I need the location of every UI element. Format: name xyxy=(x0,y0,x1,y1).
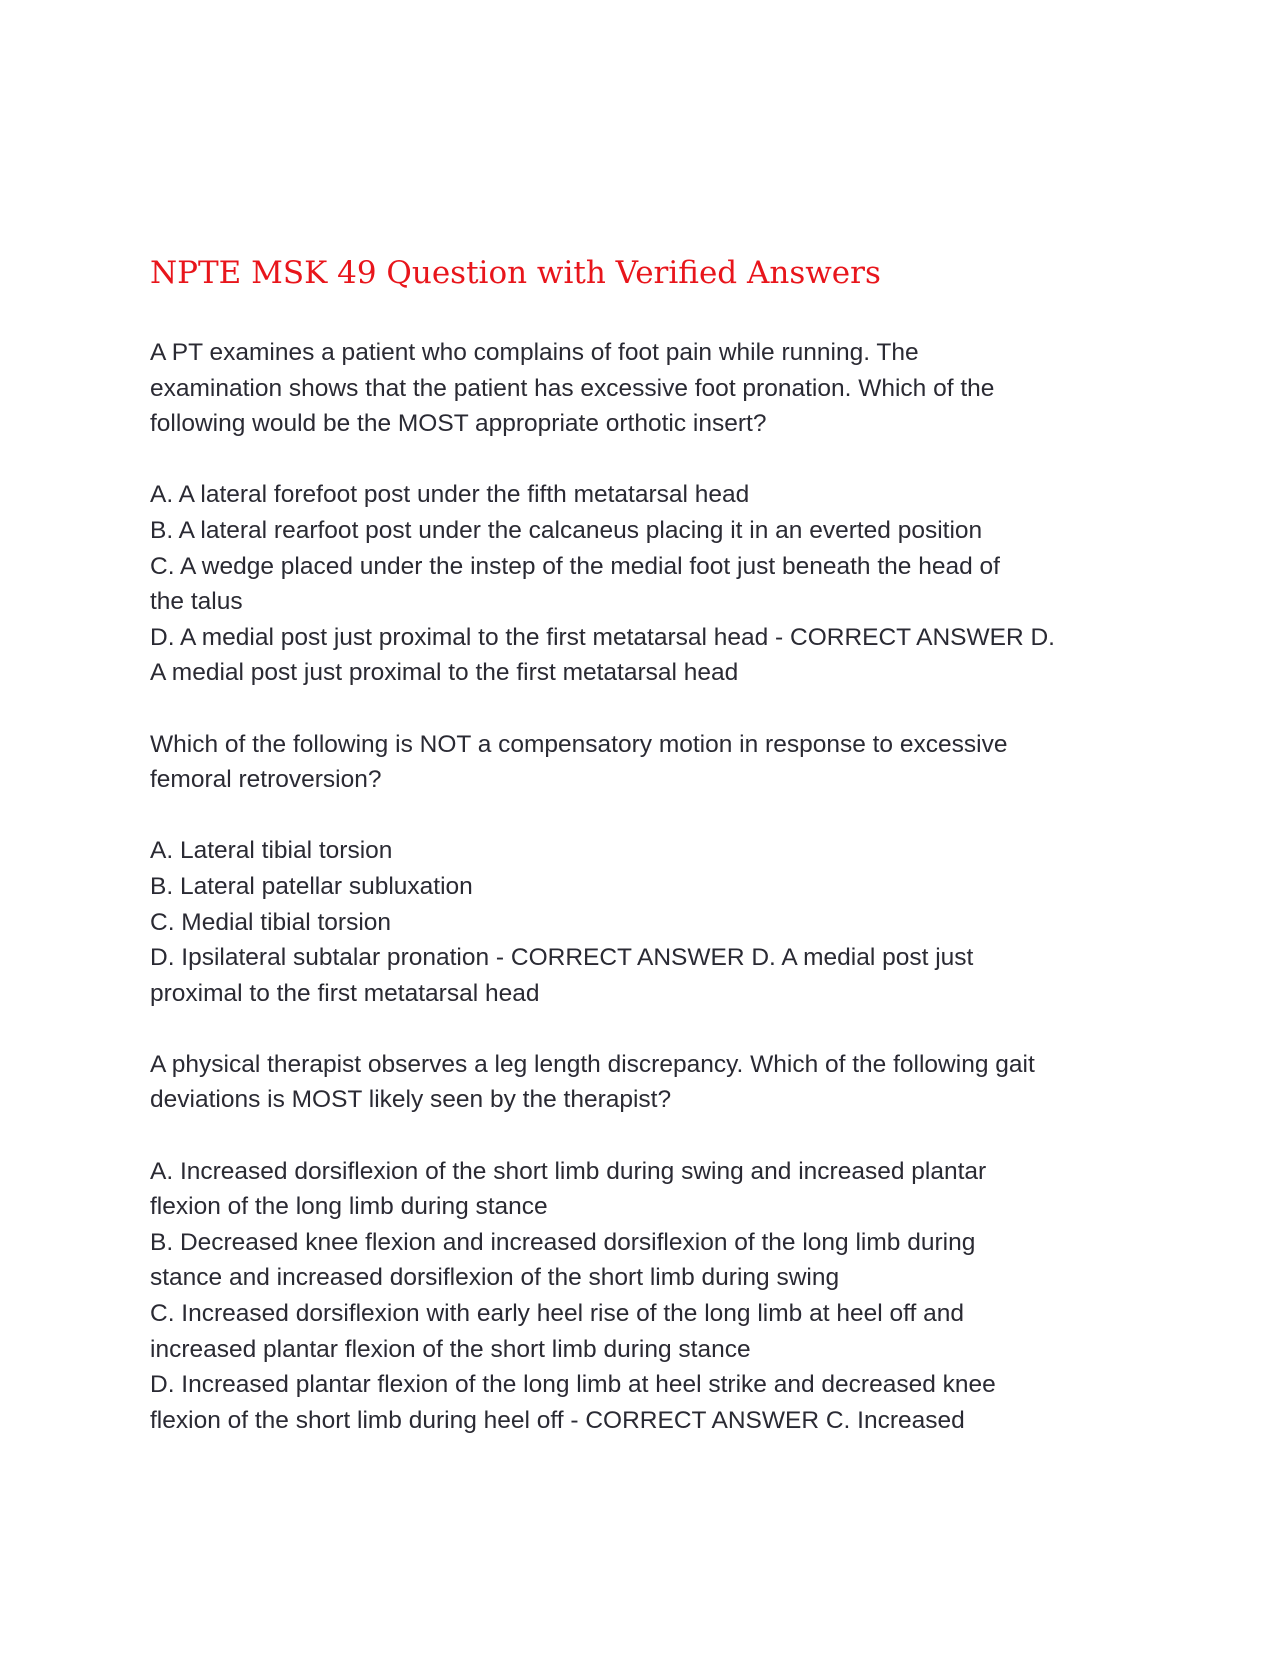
question-2-stem xyxy=(150,727,1140,798)
stem-line: deviations is MOST likely seen by the therapist? xyxy=(150,1086,672,1114)
option-line: C. Medial tibial torsion xyxy=(150,908,392,936)
option-line: A medial post just proximal to the first metatarsal head xyxy=(150,659,739,687)
option-line: flexion of the long limb during stance xyxy=(150,1193,548,1221)
stem-line: A PT examines a patient who complains of foot pain while running. The xyxy=(150,339,919,366)
option-line: B. Lateral patellar subluxation xyxy=(150,872,473,900)
question-2-options xyxy=(150,833,1140,1011)
option-line: stance and increased dorsiflexion of the short limb during swing xyxy=(150,1264,840,1292)
option-line: the talus xyxy=(150,588,243,616)
question-1-options xyxy=(150,477,1140,691)
option-line: increased plantar flexion of the short limb during stance xyxy=(150,1335,751,1363)
question-3-options xyxy=(150,1154,1140,1439)
question-3-stem xyxy=(150,1047,1140,1118)
option-line: A. A lateral forefoot post under the fifth metatarsal head xyxy=(150,481,750,509)
option-line: B. A lateral rearfoot post under the calcaneus placing it in an everted position xyxy=(150,516,983,544)
option-line: A. Lateral tibial torsion xyxy=(150,837,393,865)
option-line: proximal to the first metatarsal head xyxy=(150,979,540,1007)
option-line: D. Ipsilateral subtalar pronation - CORRECT ANSWER D. A medial post just xyxy=(150,944,974,972)
option-line: flexion of the short limb during heel off - CORRECT ANSWER C. Increased xyxy=(150,1406,965,1434)
option-line: C. Increased dorsiflexion with early heel rise of the long limb at heel off and xyxy=(150,1300,964,1328)
stem-line: A physical therapist observes a leg length discrepancy. Which of the following gait xyxy=(150,1050,1035,1078)
option-line: C. A wedge placed under the instep of the medial foot just beneath the head of xyxy=(150,552,1000,580)
question-1-stem xyxy=(150,335,1140,442)
stem-line: examination shows that the patient has excessive foot pronation. Which of the xyxy=(150,374,995,402)
stem-line: femoral retroversion? xyxy=(150,766,382,794)
option-line: D. Increased plantar flexion of the long limb at heel strike and decreased knee xyxy=(150,1371,996,1399)
document-body xyxy=(150,335,1140,1474)
option-line: D. A medial post just proximal to the first metatarsal head - CORRECT ANSWER D. xyxy=(150,623,1055,651)
option-line: A. Increased dorsiflexion of the short limb during swing and increased plantar xyxy=(150,1157,987,1185)
stem-line: Which of the following is NOT a compensatory motion in response to excessive xyxy=(150,730,1008,758)
stem-line: following would be the MOST appropriate orthotic insert? xyxy=(150,410,767,438)
option-line: B. Decreased knee flexion and increased dorsiflexion of the long limb during xyxy=(150,1228,976,1256)
document-title: NPTE MSK 49 Question with Verified Answers xyxy=(150,255,881,291)
